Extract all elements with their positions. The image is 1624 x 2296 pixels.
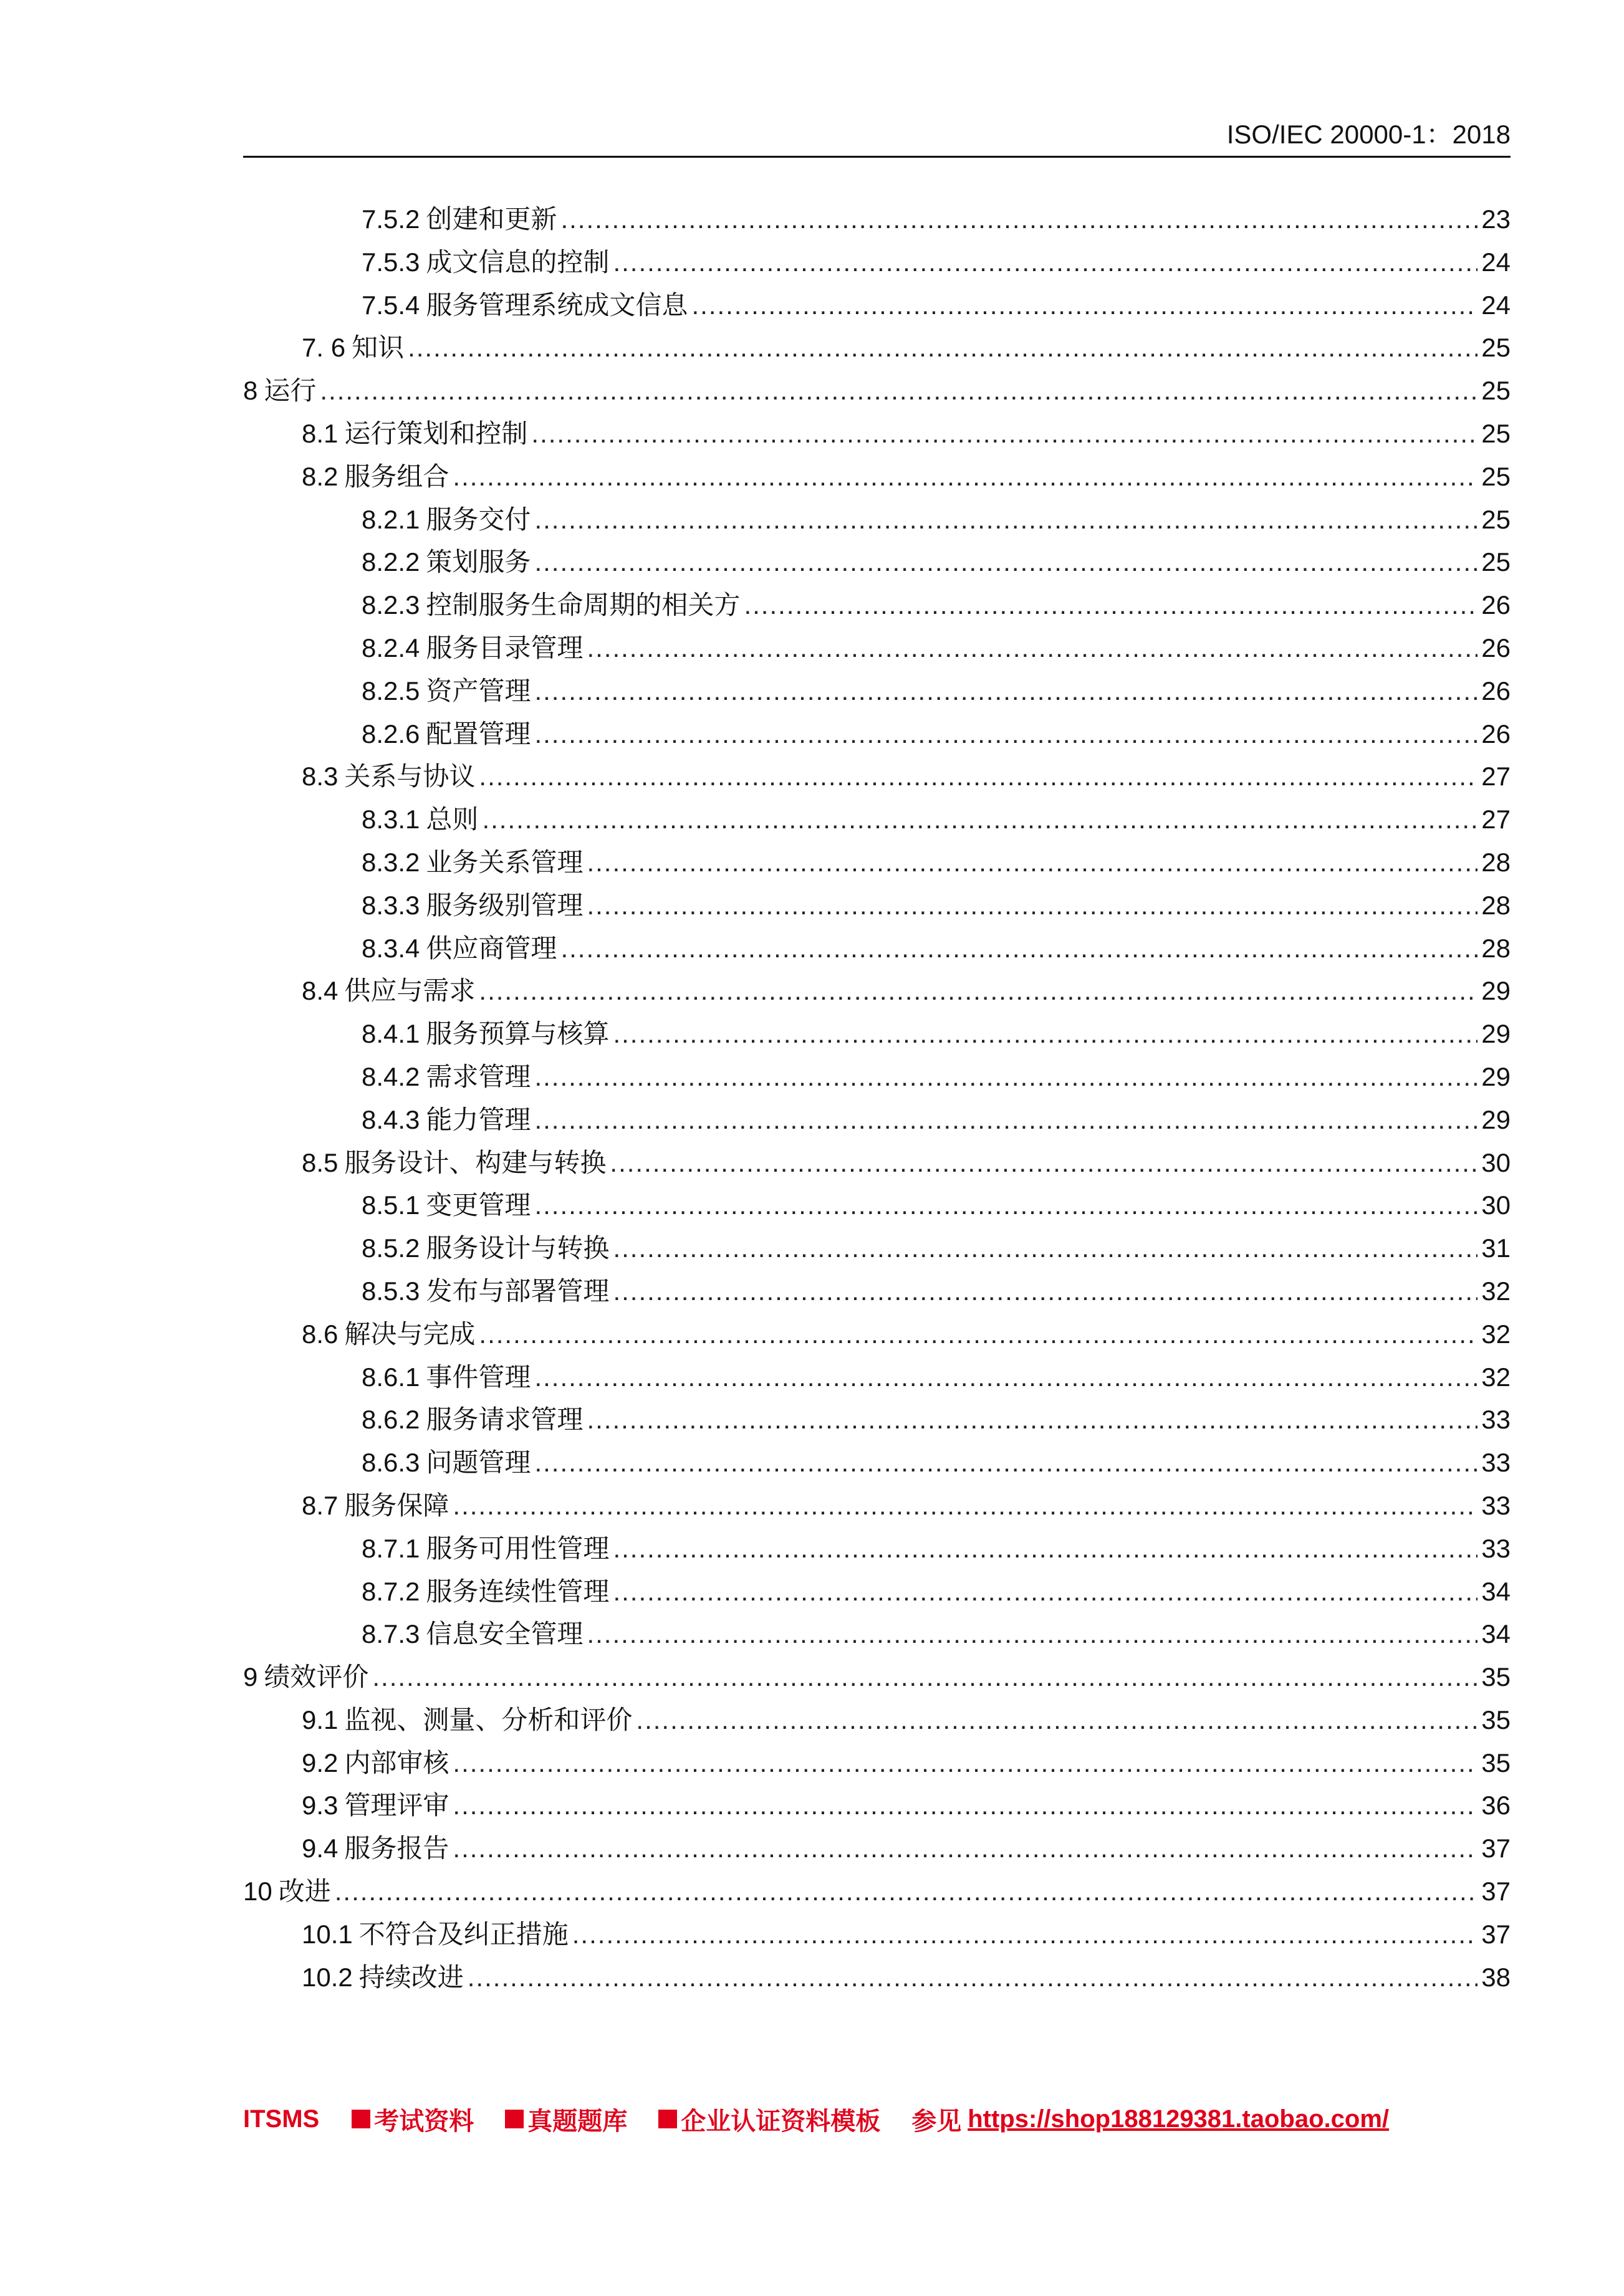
toc-section-title: 业务关系管理 xyxy=(426,846,584,878)
toc-entry[interactable] xyxy=(243,1399,1511,1442)
toc-dot-leader xyxy=(534,1099,1477,1142)
toc-dot-leader xyxy=(320,370,1477,413)
toc-page-number: 32 xyxy=(1481,1362,1511,1392)
footer-item-label: 企业认证资料模板 xyxy=(681,2107,881,2136)
footer-item xyxy=(352,2102,474,2137)
toc-section-number: 9.1 xyxy=(302,1705,339,1734)
toc-section-title: 资产管理 xyxy=(426,675,531,706)
toc-section-title: 控制服务生命周期的相关方 xyxy=(426,590,741,621)
toc-entry[interactable] xyxy=(243,1056,1511,1099)
toc-page-number: 24 xyxy=(1481,290,1511,320)
toc-section-title: 问题管理 xyxy=(426,1447,531,1478)
toc-entry[interactable] xyxy=(243,1528,1511,1571)
toc-section-number: 8.4.3 xyxy=(362,1104,420,1134)
toc-entry[interactable] xyxy=(243,1142,1511,1185)
toc-section-number: 7.5.4 xyxy=(362,290,420,320)
toc-section-number: 8.3.4 xyxy=(362,933,420,963)
toc-dot-leader xyxy=(479,1313,1477,1356)
toc-section-number: 9 xyxy=(243,1662,258,1692)
toc-section-title: 持续改进 xyxy=(358,1961,464,1992)
toc-page-number: 26 xyxy=(1481,590,1511,620)
toc-dot-leader xyxy=(613,1270,1477,1313)
toc-dot-leader xyxy=(534,541,1477,584)
toc-section-number: 8.2.1 xyxy=(362,504,420,534)
toc-page-number: 34 xyxy=(1481,1619,1511,1649)
toc-page-number: 37 xyxy=(1481,1919,1511,1949)
toc-entry[interactable] xyxy=(243,1827,1511,1870)
toc-section-title: 需求管理 xyxy=(426,1061,531,1092)
toc-dot-leader xyxy=(534,499,1477,542)
toc-entry[interactable] xyxy=(243,1571,1511,1614)
toc-entry[interactable] xyxy=(243,1613,1511,1656)
toc-entry[interactable] xyxy=(243,1913,1511,1956)
toc-section-number: 8.3 xyxy=(302,762,339,792)
toc-dot-leader xyxy=(610,1142,1477,1185)
toc-dot-leader xyxy=(453,1742,1477,1785)
document-id: ISO/IEC 20000-1：2018 xyxy=(1226,120,1511,149)
toc-section-number: 8.6 xyxy=(302,1319,339,1349)
toc-page-number: 32 xyxy=(1481,1319,1511,1349)
toc-section-number: 10.1 xyxy=(302,1919,353,1949)
toc-section-number: 8.6.3 xyxy=(362,1448,420,1478)
toc-page-number: 30 xyxy=(1481,1190,1511,1220)
toc-section-number: 8.2 xyxy=(302,461,339,491)
toc-section-number: 9.4 xyxy=(302,1834,339,1863)
toc-section-title: 服务预算与核算 xyxy=(426,1018,610,1050)
toc-page-number: 28 xyxy=(1481,933,1511,963)
toc-section-title: 服务连续性管理 xyxy=(426,1576,610,1607)
toc-entry[interactable] xyxy=(243,670,1511,713)
toc-dot-leader xyxy=(453,1485,1477,1528)
toc-page-number: 27 xyxy=(1481,805,1511,835)
toc-section-number: 8.7 xyxy=(302,1490,339,1520)
footer-item xyxy=(505,2102,627,2137)
footer-banner xyxy=(243,2100,1511,2138)
toc-section-title: 成文信息的控制 xyxy=(426,246,610,277)
toc-page-number: 24 xyxy=(1481,247,1511,277)
toc-page-number: 33 xyxy=(1481,1405,1511,1435)
toc-section-title: 服务级别管理 xyxy=(426,889,584,921)
toc-entry[interactable] xyxy=(243,584,1511,627)
toc-page-number: 25 xyxy=(1481,418,1511,448)
toc-section-title: 配置管理 xyxy=(426,718,531,749)
toc-section-title: 知识 xyxy=(352,332,405,363)
toc-entry[interactable] xyxy=(243,755,1511,798)
toc-entry[interactable] xyxy=(243,1485,1511,1528)
toc-page-number: 35 xyxy=(1481,1748,1511,1777)
toc-section-number: 8.6.2 xyxy=(362,1405,420,1435)
toc-dot-leader xyxy=(534,1184,1477,1227)
toc-section-number: 8.6.1 xyxy=(362,1362,420,1392)
toc-dot-leader xyxy=(744,584,1477,627)
toc-section-title: 不符合及纠正措施 xyxy=(358,1918,569,1949)
footer-see-label: 参见 xyxy=(911,2107,962,2136)
toc-page-number: 31 xyxy=(1481,1233,1511,1263)
toc-dot-leader xyxy=(613,1013,1477,1056)
toc-section-number: 8.1 xyxy=(302,418,339,448)
toc-section-number: 8.5.1 xyxy=(362,1190,420,1220)
toc-page-number: 26 xyxy=(1481,676,1511,706)
toc-section-title: 事件管理 xyxy=(426,1361,531,1392)
toc-entry[interactable] xyxy=(243,798,1511,841)
toc-page-number: 33 xyxy=(1481,1533,1511,1563)
toc-section-number: 8.3.3 xyxy=(362,890,420,920)
toc-page-number: 37 xyxy=(1481,1877,1511,1906)
toc-section-title: 服务设计、构建与转换 xyxy=(344,1147,607,1178)
toc-dot-leader xyxy=(453,1784,1477,1827)
toc-entry[interactable] xyxy=(243,327,1511,370)
toc-entry[interactable] xyxy=(243,1356,1511,1399)
toc-page-number: 29 xyxy=(1481,976,1511,1006)
toc-dot-leader xyxy=(453,456,1477,499)
red-square-icon xyxy=(352,2110,370,2128)
toc-section-number: 8.7.2 xyxy=(362,1576,420,1606)
toc-dot-leader xyxy=(587,1613,1477,1656)
toc-dot-leader xyxy=(572,1913,1478,1956)
toc-page-number: 37 xyxy=(1481,1834,1511,1863)
toc-section-title: 解决与完成 xyxy=(344,1318,476,1349)
toc-dot-leader xyxy=(479,970,1477,1013)
toc-entry[interactable] xyxy=(243,1956,1511,1999)
toc-section-title: 内部审核 xyxy=(344,1747,449,1778)
toc-section-title: 变更管理 xyxy=(426,1190,531,1221)
toc-dot-leader xyxy=(560,198,1477,241)
toc-dot-leader xyxy=(408,327,1477,370)
toc-dot-leader xyxy=(613,1528,1477,1571)
toc-entry[interactable] xyxy=(243,456,1511,499)
toc-page-number: 29 xyxy=(1481,1104,1511,1134)
toc-section-number: 8.2.2 xyxy=(362,547,420,577)
toc-section-title: 关系与协议 xyxy=(344,761,476,792)
toc-dot-leader xyxy=(560,927,1477,970)
red-square-icon xyxy=(658,2110,677,2128)
toc-section-number: 8.7.1 xyxy=(362,1533,420,1563)
toc-section-number: 8.4 xyxy=(302,976,339,1006)
toc-section-title: 能力管理 xyxy=(426,1104,531,1135)
toc-dot-leader xyxy=(534,670,1477,713)
toc-section-title: 服务组合 xyxy=(344,461,449,492)
toc-page-number: 25 xyxy=(1481,376,1511,406)
footer-item-label: 真题题库 xyxy=(527,2107,628,2136)
toc-entry[interactable] xyxy=(243,1227,1511,1270)
toc-section-number: 8.5.2 xyxy=(362,1233,420,1263)
toc-section-title: 运行策划和控制 xyxy=(344,418,528,449)
toc-section-title: 发布与部署管理 xyxy=(426,1275,610,1306)
toc-dot-leader xyxy=(372,1656,1477,1699)
toc-page-number: 25 xyxy=(1481,547,1511,577)
toc-section-number: 8.2.6 xyxy=(362,719,420,749)
toc-section-number: 8.2.4 xyxy=(362,633,420,662)
footer-item xyxy=(658,2102,880,2137)
toc-dot-leader xyxy=(534,1442,1477,1485)
toc-section-number: 9.2 xyxy=(302,1748,339,1777)
toc-section-number: 8.2.5 xyxy=(362,676,420,706)
toc-page-number: 38 xyxy=(1481,1962,1511,1992)
toc-entry[interactable] xyxy=(243,1270,1511,1313)
toc-dot-leader xyxy=(636,1699,1477,1742)
toc-section-number: 8.5.3 xyxy=(362,1276,420,1306)
toc-entry[interactable] xyxy=(243,1099,1511,1142)
toc-entry[interactable] xyxy=(243,970,1511,1013)
toc-section-title: 总则 xyxy=(426,804,479,835)
toc-entry[interactable] xyxy=(243,841,1511,884)
toc-entry[interactable] xyxy=(243,1184,1511,1227)
toc-section-number: 8.5 xyxy=(302,1147,339,1177)
page-header xyxy=(243,118,1511,158)
shop-link[interactable]: https://shop188129381.taobao.com/ xyxy=(968,2105,1389,2133)
toc-page-number: 28 xyxy=(1481,890,1511,920)
toc-dot-leader xyxy=(468,1956,1478,1999)
toc-section-title: 服务交付 xyxy=(426,504,531,535)
toc-dot-leader xyxy=(613,1227,1477,1270)
toc-page-number: 35 xyxy=(1481,1662,1511,1692)
toc-page-number: 29 xyxy=(1481,1019,1511,1049)
table-of-contents xyxy=(243,198,1511,1999)
toc-page-number: 35 xyxy=(1481,1705,1511,1734)
toc-dot-leader xyxy=(482,798,1477,841)
toc-dot-leader xyxy=(587,627,1477,670)
toc-dot-leader xyxy=(691,284,1477,327)
toc-section-number: 8.4.1 xyxy=(362,1019,420,1049)
toc-dot-leader xyxy=(531,413,1477,456)
toc-section-number: 7.5.2 xyxy=(362,204,420,234)
toc-section-title: 服务目录管理 xyxy=(426,632,584,663)
toc-entry[interactable] xyxy=(243,1784,1511,1827)
toc-entry[interactable] xyxy=(243,1656,1511,1699)
toc-dot-leader xyxy=(453,1827,1477,1870)
toc-page-number: 23 xyxy=(1481,204,1511,234)
toc-section-number: 7. 6 xyxy=(302,333,346,363)
toc-section-title: 供应商管理 xyxy=(426,932,557,964)
toc-section-title: 策划服务 xyxy=(426,547,531,578)
toc-page-number: 34 xyxy=(1481,1576,1511,1606)
toc-page-number: 36 xyxy=(1481,1791,1511,1820)
toc-section-title: 服务请求管理 xyxy=(426,1404,584,1435)
toc-section-title: 服务保障 xyxy=(344,1490,449,1521)
toc-entry[interactable] xyxy=(243,1870,1511,1913)
toc-page-number: 33 xyxy=(1481,1448,1511,1478)
toc-section-title: 管理评审 xyxy=(344,1790,449,1821)
toc-section-title: 服务可用性管理 xyxy=(426,1533,610,1564)
toc-section-number: 8.3.2 xyxy=(362,847,420,877)
red-square-icon xyxy=(505,2110,524,2128)
toc-entry[interactable] xyxy=(243,927,1511,970)
toc-section-title: 改进 xyxy=(278,1876,331,1907)
toc-entry[interactable] xyxy=(243,884,1511,927)
toc-section-title: 供应与需求 xyxy=(344,975,476,1007)
toc-dot-leader xyxy=(587,884,1477,927)
toc-section-number: 9.3 xyxy=(302,1791,339,1820)
toc-page-number: 27 xyxy=(1481,762,1511,792)
toc-dot-leader xyxy=(479,755,1477,798)
toc-section-title: 服务管理系统成文信息 xyxy=(426,289,688,320)
toc-page-number: 25 xyxy=(1481,504,1511,534)
toc-section-title: 信息安全管理 xyxy=(426,1619,584,1650)
toc-page-number: 33 xyxy=(1481,1490,1511,1520)
toc-entry[interactable] xyxy=(243,541,1511,584)
toc-dot-leader xyxy=(587,841,1477,884)
toc-section-number: 10.2 xyxy=(302,1962,353,1992)
toc-section-number: 8 xyxy=(243,376,258,406)
toc-dot-leader xyxy=(587,1399,1477,1442)
toc-section-number: 8.7.3 xyxy=(362,1619,420,1649)
toc-dot-leader xyxy=(534,1056,1477,1099)
toc-section-title: 绩效评价 xyxy=(264,1662,369,1693)
toc-page-number: 30 xyxy=(1481,1147,1511,1177)
toc-section-title: 运行 xyxy=(264,375,317,406)
toc-section-number: 8.3.1 xyxy=(362,805,420,835)
footer-brand: ITSMS xyxy=(243,2105,320,2133)
toc-entry[interactable] xyxy=(243,1742,1511,1785)
toc-dot-leader xyxy=(613,1571,1477,1614)
toc-page-number: 26 xyxy=(1481,719,1511,749)
toc-entry[interactable] xyxy=(243,499,1511,542)
toc-entry[interactable] xyxy=(243,198,1511,241)
toc-entry[interactable] xyxy=(243,370,1511,413)
toc-section-number: 8.4.2 xyxy=(362,1061,420,1091)
toc-section-title: 监视、测量、分析和评价 xyxy=(344,1704,633,1735)
toc-section-title: 服务报告 xyxy=(344,1833,449,1864)
toc-entry[interactable] xyxy=(243,284,1511,327)
toc-section-number: 8.2.3 xyxy=(362,590,420,620)
toc-dot-leader xyxy=(534,713,1477,756)
toc-page-number: 25 xyxy=(1481,461,1511,491)
toc-page-number: 26 xyxy=(1481,633,1511,662)
toc-entry[interactable] xyxy=(243,1699,1511,1742)
toc-entry[interactable] xyxy=(243,713,1511,756)
toc-dot-leader xyxy=(534,1356,1477,1399)
toc-page-number: 25 xyxy=(1481,333,1511,363)
toc-dot-leader xyxy=(613,241,1477,284)
toc-entry[interactable] xyxy=(243,1313,1511,1356)
toc-entry[interactable] xyxy=(243,1013,1511,1056)
toc-page-number: 32 xyxy=(1481,1276,1511,1306)
toc-page-number: 29 xyxy=(1481,1061,1511,1091)
toc-section-title: 服务设计与转换 xyxy=(426,1233,610,1264)
toc-entry[interactable] xyxy=(243,241,1511,284)
toc-section-number: 10 xyxy=(243,1877,272,1906)
toc-entry[interactable] xyxy=(243,413,1511,456)
toc-entry[interactable] xyxy=(243,627,1511,670)
toc-entry[interactable] xyxy=(243,1442,1511,1485)
footer-item-label: 考试资料 xyxy=(374,2107,474,2136)
toc-section-title: 创建和更新 xyxy=(426,204,557,234)
toc-page-number: 28 xyxy=(1481,847,1511,877)
toc-section-number: 7.5.3 xyxy=(362,247,420,277)
toc-dot-leader xyxy=(335,1870,1478,1913)
